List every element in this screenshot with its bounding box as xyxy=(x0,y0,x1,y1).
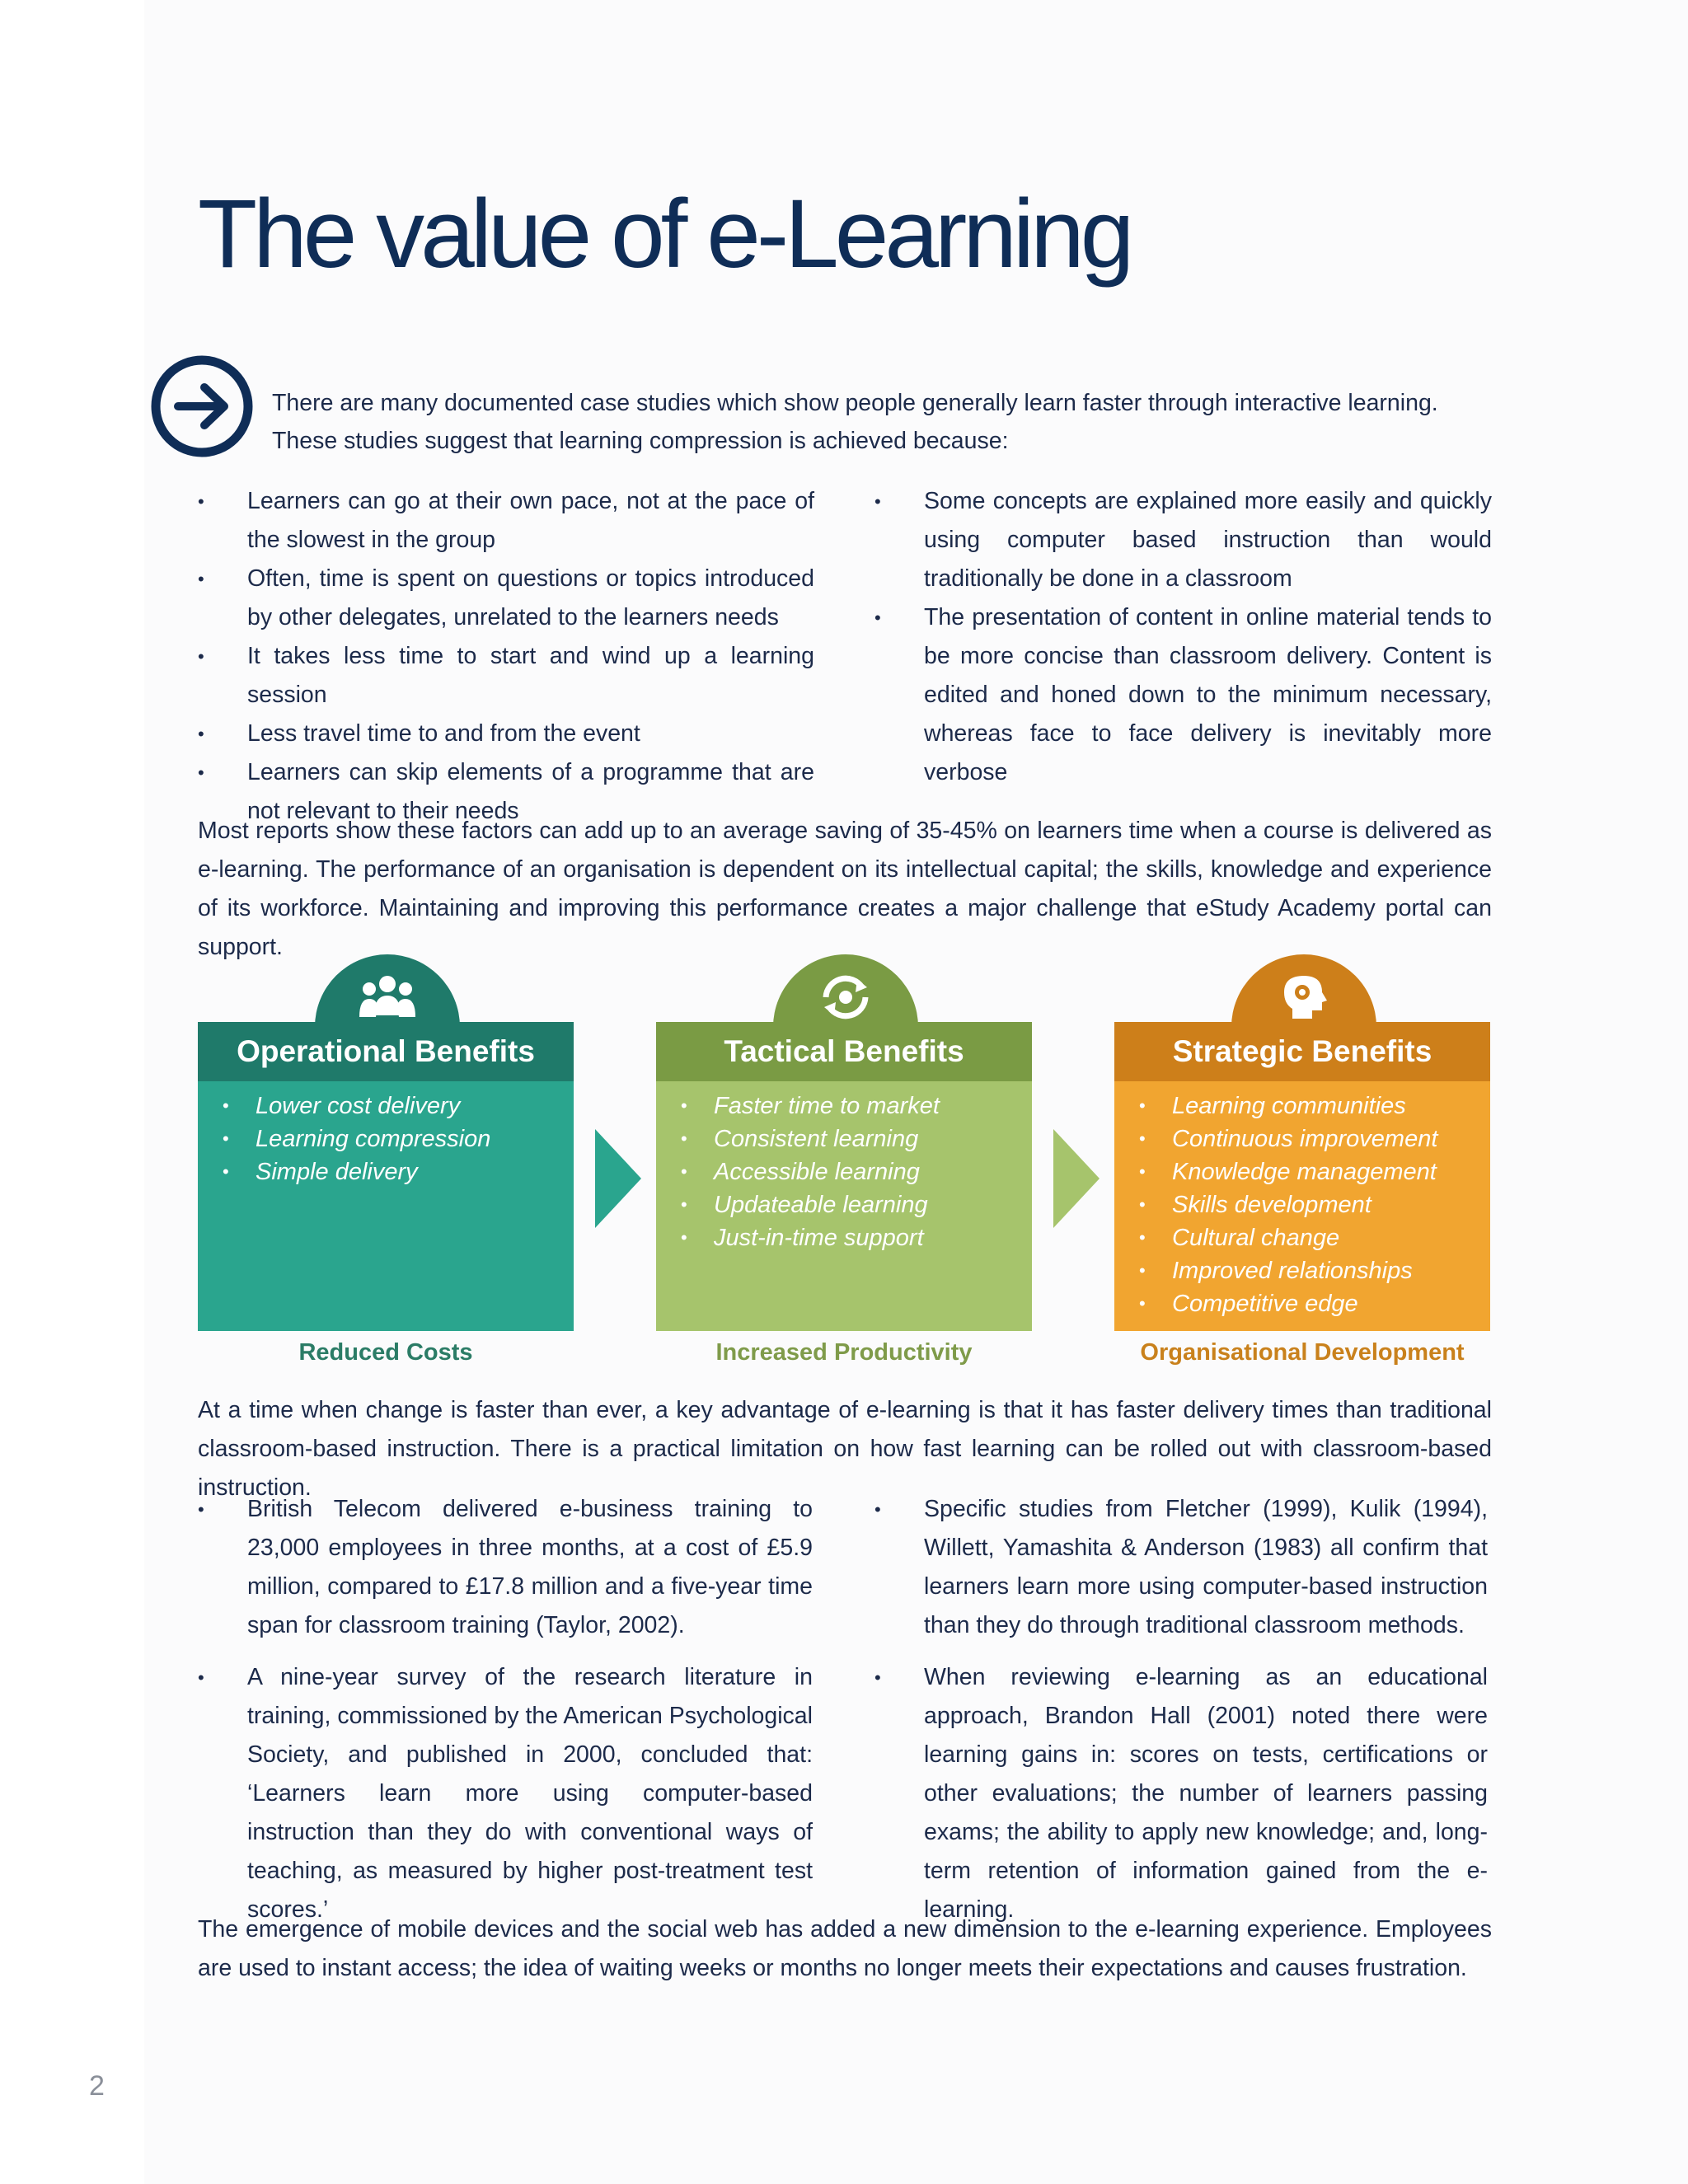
operational-benefit-item: • Learning compression xyxy=(256,1122,574,1155)
tactical-benefit-item: • Updateable learning xyxy=(714,1188,1032,1221)
tactical-benefits-panel xyxy=(656,948,1032,1331)
strategic-benefit-item: • Competitive edge xyxy=(1172,1287,1490,1320)
strategic-items xyxy=(1114,1081,1490,1320)
strategic-body xyxy=(1114,1081,1490,1331)
list-item: • Less travel time to and from the event xyxy=(198,715,814,753)
list-item: • A nine-year survey of the research literature in training, commissioned by the American Psychological Society, and published in 2000, concluded that: ‘Learners learn more using computer-based instruction than they do with conventional ways of teaching, as measured by higher post-treatment test scores.’ xyxy=(198,1658,813,1929)
list-item: • Learners can skip elements of a programme that are not relevant to their needs xyxy=(198,753,814,831)
tactical-title: Tactical Benefits xyxy=(656,1022,1032,1081)
people-group-icon xyxy=(358,972,417,1022)
paragraph-delivery: At a time when change is faster than ever, a key advantage of e-learning is that it has faster delivery times than traditional classroom-based instruction. There is a practical limitation on how fast learning can be rolled out with classroom-based instruction. xyxy=(198,1397,1492,1501)
strategic-title: Strategic Benefits xyxy=(1114,1022,1490,1081)
operational-items xyxy=(198,1081,574,1188)
strategic-benefit-item: • Continuous improvement xyxy=(1172,1122,1490,1155)
page-number: 2 xyxy=(89,2070,105,2102)
list-item: • British Telecom delivered e-business training to 23,000 employees in three months, at a cost of £5.9 million, compared to £17.8 million and a five-year time span for classroom training (Taylor, 2002). xyxy=(198,1490,813,1645)
chevron-right-icon xyxy=(595,1129,641,1228)
refresh-eye-icon xyxy=(816,972,875,1022)
operational-benefits-panel xyxy=(198,948,574,1331)
list-item: • Learners can go at their own pace, not at the pace of the slowest in the group xyxy=(198,482,814,560)
bullet-list-left-2 xyxy=(198,1490,813,1943)
operational-body xyxy=(198,1081,574,1331)
list-item: • Often, time is spent on questions or topics introduced by other delegates, unrelated to the learners needs xyxy=(198,560,814,637)
paragraph-mobile: The emergence of mobile devices and the social web has added a new dimension to the e-learning experience. Employees are used to instant access; the idea of waiting weeks or months no longer meets their expectations and causes frustration. xyxy=(198,1916,1492,1981)
tactical-benefit-item: • Just-in-time support xyxy=(714,1221,1032,1254)
list-item: • The presentation of content in online material tends to be more concise than classroom delivery. Content is edited and honed down to the minimum necessary, whereas face to face delivery is inevitably more verbose xyxy=(874,598,1492,792)
tactical-footer: Increased Productivity xyxy=(715,1339,973,1366)
tactical-benefit-item: • Accessible learning xyxy=(714,1155,1032,1188)
strategic-footer: Organisational Development xyxy=(1140,1339,1465,1366)
arrow-right-circle-icon xyxy=(150,354,254,458)
bullet-list-right-2 xyxy=(874,1490,1488,1943)
list-item: • Some concepts are explained more easily and quickly using computer based instruction than would traditionally be done in a classroom xyxy=(874,482,1492,598)
bullet-list-right-1 xyxy=(874,482,1492,792)
tactical-benefit-item: • Consistent learning xyxy=(714,1122,1032,1155)
tactical-body xyxy=(656,1081,1032,1331)
strategic-benefit-item: • Cultural change xyxy=(1172,1221,1490,1254)
strategic-benefit-item: • Learning communities xyxy=(1172,1090,1490,1122)
list-item: • It takes less time to start and wind up a learning session xyxy=(198,637,814,715)
bullet-list-left-1 xyxy=(198,482,814,831)
list-item: • Specific studies from Fletcher (1999), Kulik (1994), Willett, Yamashita & Anderson (1983) all confirm that learners learn more using computer-based instruction than they do through traditional classroom methods. xyxy=(874,1490,1488,1645)
strategic-benefit-item: • Improved relationships xyxy=(1172,1254,1490,1287)
operational-benefit-item: • Lower cost delivery xyxy=(256,1090,574,1122)
intro-text: There are many documented case studies which show people generally learn faster through interactive learning. These studies suggest that learning compression is achieved because: xyxy=(272,390,1438,454)
paragraph-savings: Most reports show these factors can add up to an average saving of 35-45% on learners time when a course is delivered as e-learning. The performance of an organisation is dependent on its intellectual capital; the skills, knowledge and experience of its workforce. Maintaining and improving this performance creates a major challenge that eStudy Academy portal can support. xyxy=(198,818,1492,960)
brain-head-icon xyxy=(1274,972,1334,1022)
tactical-items xyxy=(656,1081,1032,1254)
chevron-right-icon xyxy=(1053,1129,1100,1228)
operational-title: Operational Benefits xyxy=(198,1022,574,1081)
tactical-benefit-item: • Faster time to market xyxy=(714,1090,1032,1122)
page-title: The value of e-Learning xyxy=(198,180,1131,288)
operational-benefit-item: • Simple delivery xyxy=(256,1155,574,1188)
strategic-benefit-item: • Skills development xyxy=(1172,1188,1490,1221)
operational-footer: Reduced Costs xyxy=(298,1339,473,1366)
strategic-benefits-panel xyxy=(1114,948,1490,1331)
strategic-benefit-item: • Knowledge management xyxy=(1172,1155,1490,1188)
list-item: • When reviewing e-learning as an educational approach, Brandon Hall (2001) noted there were learning gains in: scores on tests, certifications or other evaluations; the number of learners passing exams; the ability to apply new knowledge; and, long-term retention of information gained from the e-learning. xyxy=(874,1658,1488,1929)
